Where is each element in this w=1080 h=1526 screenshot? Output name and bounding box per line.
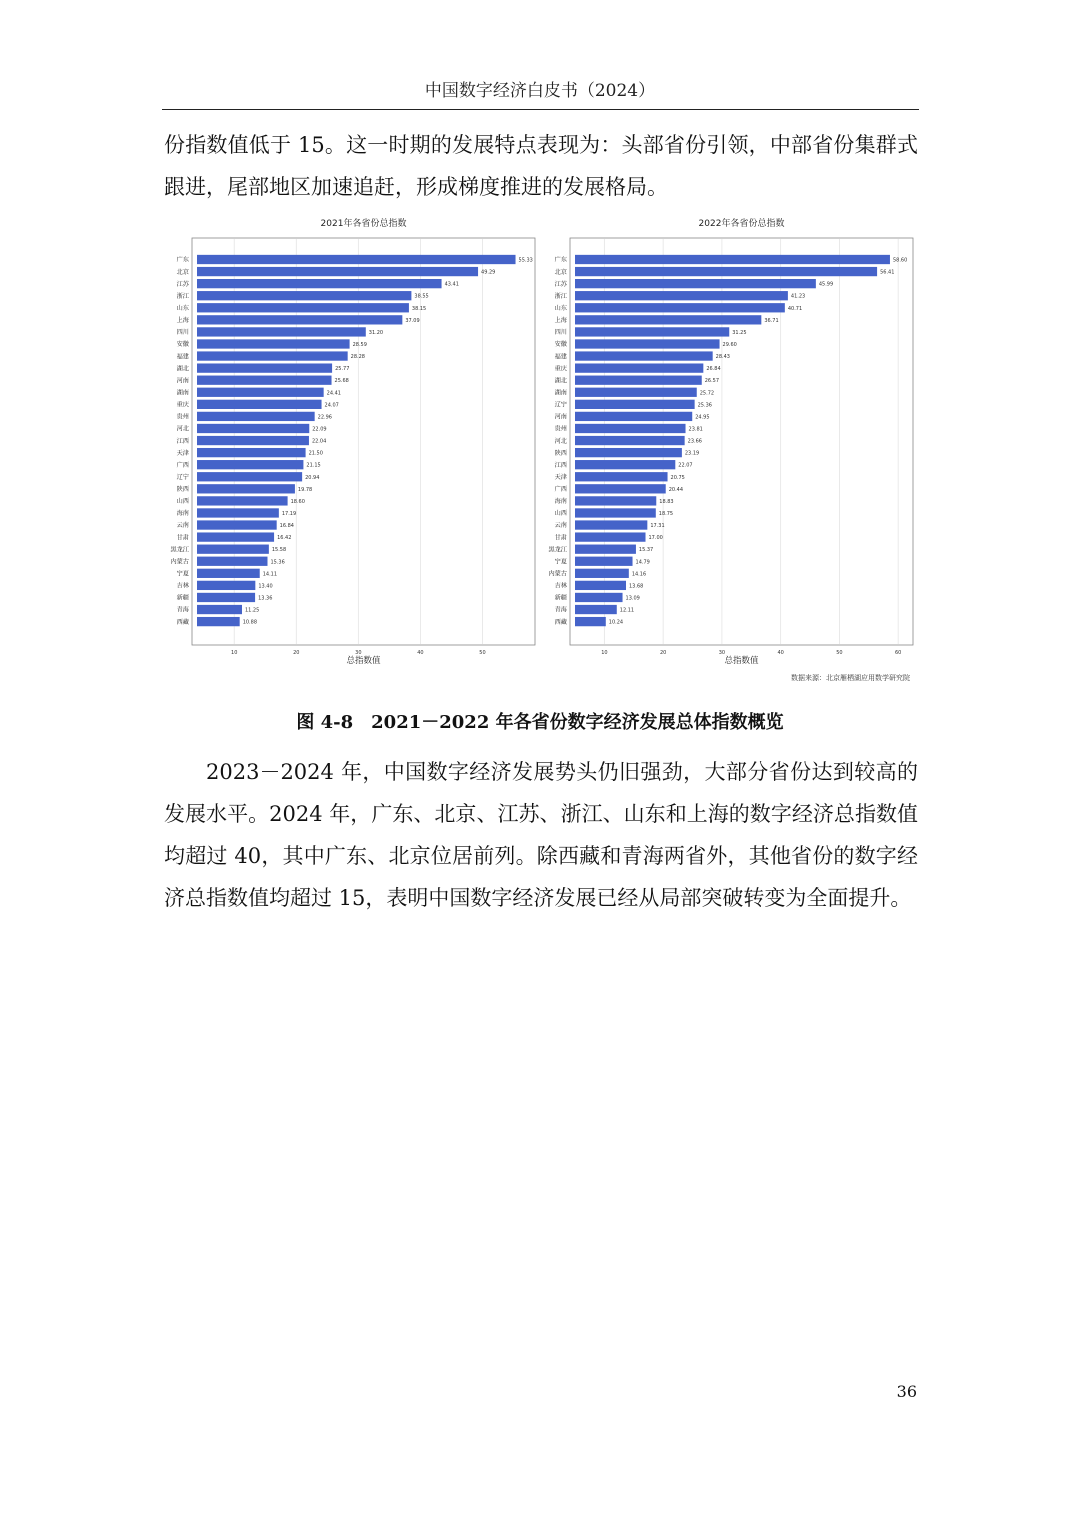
bar [197, 508, 279, 517]
value-label: 22.09 [312, 426, 327, 433]
chart-2022 [540, 212, 908, 666]
bar [575, 376, 702, 385]
x-tick-label: 20 [293, 650, 300, 656]
x-axis-label: 总指数值 [346, 656, 381, 666]
category-label: 广西 [554, 486, 567, 494]
value-label: 25.68 [334, 378, 349, 385]
bar [575, 617, 606, 626]
category-label: 西藏 [176, 618, 189, 626]
category-label: 河南 [176, 377, 189, 385]
bar [197, 460, 303, 469]
category-label: 新疆 [176, 594, 189, 602]
value-label: 13.40 [258, 583, 273, 590]
value-label: 21.15 [306, 462, 321, 469]
value-label: 24.07 [324, 402, 339, 409]
value-label: 16.42 [277, 535, 292, 542]
bar [575, 363, 703, 372]
category-label: 云南 [176, 522, 189, 530]
bar [197, 448, 306, 457]
chart-2022-svg [540, 212, 908, 666]
value-label: 15.36 [270, 559, 285, 566]
bar [575, 303, 785, 312]
bar [197, 605, 242, 614]
bar [197, 569, 260, 578]
value-label: 12.11 [619, 607, 635, 614]
bar [575, 484, 666, 493]
x-tick-label: 50 [836, 650, 843, 656]
value-label: 40.71 [787, 305, 803, 312]
category-label: 四川 [176, 329, 189, 337]
x-tick-label: 40 [777, 650, 784, 656]
category-label: 宁夏 [176, 570, 189, 578]
bar [575, 351, 713, 360]
value-label: 20.75 [670, 474, 685, 481]
bar [575, 400, 695, 409]
bar [197, 255, 516, 264]
value-label: 13.09 [625, 595, 640, 602]
running-header: 中国数字经济白皮书（2024） [424, 81, 656, 101]
value-label: 19.78 [297, 486, 313, 493]
value-label: 15.37 [638, 547, 654, 554]
bar [575, 472, 668, 481]
value-label: 36.71 [764, 317, 779, 324]
category-label: 吉林 [176, 582, 189, 590]
category-label: 新疆 [554, 594, 567, 602]
bar [197, 424, 309, 433]
value-label: 13.36 [258, 595, 273, 602]
bar [575, 388, 697, 397]
category-label: 上海 [554, 317, 567, 325]
category-label: 广东 [554, 256, 567, 264]
value-label: 10.24 [608, 619, 624, 626]
value-label: 28.59 [352, 341, 367, 348]
category-label: 陕西 [554, 449, 567, 457]
category-label: 江西 [176, 437, 189, 445]
value-label: 18.75 [658, 510, 674, 517]
category-label: 天津 [176, 449, 189, 457]
value-label: 24.95 [695, 414, 710, 421]
category-label: 江西 [554, 461, 567, 469]
category-label: 陕西 [176, 486, 189, 494]
bar [575, 581, 626, 590]
bar [575, 532, 646, 541]
bar [197, 617, 240, 626]
category-label: 内蒙古 [548, 570, 567, 578]
value-label: 38.55 [414, 293, 429, 300]
bar [197, 532, 274, 541]
value-label: 18.60 [290, 498, 305, 505]
value-label: 17.31 [650, 523, 665, 530]
category-label: 北京 [176, 268, 189, 276]
value-label: 38.15 [411, 305, 427, 312]
value-label: 23.81 [688, 426, 703, 433]
page-number: 36 [896, 1382, 917, 1401]
value-label: 15.58 [271, 547, 287, 554]
value-label: 23.66 [687, 438, 702, 445]
category-label: 四川 [554, 329, 567, 337]
bar [575, 327, 729, 336]
value-label: 14.11 [262, 571, 278, 578]
value-label: 23.19 [684, 450, 700, 457]
x-tick-label: 50 [479, 650, 486, 656]
bar [575, 412, 692, 421]
category-label: 广西 [176, 461, 189, 469]
category-label: 青海 [554, 606, 567, 614]
category-label: 广东 [176, 256, 189, 264]
value-label: 10.88 [242, 619, 258, 626]
category-label: 湖南 [176, 389, 189, 397]
value-label: 26.84 [706, 366, 721, 373]
value-label: 22.07 [678, 462, 693, 469]
bar [197, 267, 478, 276]
category-label: 云南 [554, 522, 567, 530]
category-label: 北京 [554, 268, 567, 276]
value-label: 58.60 [892, 257, 908, 264]
value-label: 13.68 [629, 583, 644, 590]
category-label: 黑龙江 [170, 546, 189, 554]
value-label: 22.04 [311, 438, 327, 445]
bar [575, 315, 761, 324]
category-label: 福建 [176, 353, 189, 361]
value-label: 22.96 [317, 414, 332, 421]
category-label: 浙江 [554, 292, 567, 300]
category-label: 安徽 [554, 341, 567, 349]
category-label: 重庆 [554, 365, 567, 373]
value-label: 11.25 [244, 607, 260, 614]
figure-number: 图 4-8 [296, 712, 354, 733]
value-label: 18.83 [659, 498, 674, 505]
bar [575, 508, 656, 517]
bar [575, 279, 816, 288]
value-label: 43.41 [444, 281, 459, 288]
bar [197, 376, 332, 385]
bar [575, 605, 617, 614]
value-label: 26.57 [704, 378, 720, 385]
value-label: 16.84 [279, 523, 295, 530]
category-label: 贵州 [176, 413, 189, 421]
bar [197, 315, 402, 324]
bar [575, 448, 682, 457]
bar [197, 388, 324, 397]
bar [575, 545, 636, 554]
category-label: 河南 [554, 413, 567, 421]
value-label: 20.94 [305, 474, 320, 481]
bar [197, 484, 295, 493]
bar [575, 436, 685, 445]
value-label: 24.41 [326, 390, 341, 397]
header-rule [162, 109, 919, 110]
x-axis-label: 总指数值 [724, 656, 759, 666]
category-label: 安徽 [176, 341, 189, 349]
x-tick-label: 10 [601, 650, 608, 656]
bar [575, 339, 720, 348]
bar [197, 363, 332, 372]
category-label: 辽宁 [554, 401, 567, 409]
value-label: 28.28 [350, 354, 366, 361]
bar [575, 496, 656, 505]
category-label: 西藏 [554, 618, 567, 626]
paragraph-2: 2023－2024 年，中国数字经济发展势头仍旧强劲，大部分省份达到较高的发展水平。2024 年，广东、北京、江苏、浙江、山东和上海的数字经济总指数值均超过 40，其中广东、北京位居前列。除西藏和青海两省外，其他省份的数字经济总指数值均超过 15，表明中国数字经济发展已经从局部突破转变为全面提升。 [164, 760, 918, 910]
bar [197, 496, 288, 505]
bar [197, 327, 366, 336]
value-label: 29.60 [722, 341, 737, 348]
value-label: 45.99 [818, 281, 834, 288]
x-tick-label: 30 [718, 650, 726, 656]
category-label: 福建 [554, 353, 567, 361]
bar [197, 436, 309, 445]
value-label: 17.19 [281, 510, 297, 517]
chart-title: 2021年各省份总指数 [320, 219, 407, 229]
category-label: 上海 [176, 317, 189, 325]
category-label: 湖北 [554, 377, 567, 385]
bar [575, 291, 788, 300]
category-label: 山东 [176, 304, 189, 312]
bar [575, 460, 675, 469]
category-label: 贵州 [554, 425, 567, 433]
category-label: 浙江 [176, 292, 189, 300]
bar [197, 412, 315, 421]
bar [575, 593, 623, 602]
category-label: 海南 [176, 510, 189, 518]
bar [197, 545, 269, 554]
category-label: 辽宁 [176, 473, 189, 481]
category-label: 湖南 [554, 389, 567, 397]
paragraph-1: 份指数值低于 15。这一时期的发展特点表现为：头部省份引领，中部省份集群式跟进，尾部地区加速追赶，形成梯度推进的发展格局。 [164, 133, 918, 199]
bar [575, 557, 633, 566]
bar [575, 424, 686, 433]
bar [197, 400, 322, 409]
category-label: 山西 [554, 510, 567, 518]
value-label: 31.25 [732, 329, 747, 336]
category-label: 宁夏 [554, 558, 567, 566]
bar [197, 351, 348, 360]
chart-2021-svg [162, 212, 533, 666]
value-label: 25.77 [335, 366, 350, 373]
category-label: 甘肃 [554, 534, 567, 542]
category-label: 山西 [176, 498, 189, 506]
category-label: 湖北 [176, 365, 189, 373]
bar [575, 569, 629, 578]
bar [197, 279, 442, 288]
x-tick-label: 30 [355, 650, 362, 656]
value-label: 37.09 [405, 317, 420, 324]
figure-caption-text: 2021－2022 年各省份数字经济发展总体指数概览 [371, 712, 784, 733]
category-label: 江苏 [554, 280, 567, 288]
value-label: 17.00 [648, 535, 663, 542]
value-label: 56.41 [880, 269, 895, 276]
chart-2021 [162, 212, 533, 666]
category-label: 重庆 [176, 401, 189, 409]
x-tick-label: 10 [231, 650, 238, 656]
category-label: 海南 [554, 498, 567, 506]
bar [197, 339, 350, 348]
category-label: 天津 [554, 473, 567, 481]
category-label: 河北 [554, 437, 567, 445]
x-tick-label: 20 [659, 650, 667, 656]
bar [197, 472, 302, 481]
value-label: 25.36 [697, 402, 712, 409]
category-label: 黑龙江 [548, 546, 567, 554]
value-label: 55.33 [518, 257, 533, 264]
value-label: 31.20 [368, 329, 384, 336]
value-label: 28.43 [715, 354, 731, 361]
x-tick-label: 40 [417, 650, 424, 656]
bar [197, 581, 255, 590]
category-label: 内蒙古 [170, 558, 189, 566]
chart-title: 2022年各省份总指数 [698, 219, 785, 229]
bar [197, 291, 411, 300]
category-label: 江苏 [176, 280, 189, 288]
value-label: 49.29 [481, 269, 496, 276]
value-label: 25.72 [699, 390, 715, 397]
bar [197, 557, 267, 566]
data-source-note: 数据来源：北京雁栖湖应用数学研究院 [791, 674, 910, 682]
bar [575, 255, 890, 264]
category-label: 甘肃 [176, 534, 189, 542]
value-label: 20.44 [668, 486, 684, 493]
bar [197, 593, 255, 602]
category-label: 青海 [176, 606, 189, 614]
bar [197, 520, 277, 529]
value-label: 14.79 [635, 559, 650, 566]
category-label: 山东 [554, 304, 567, 312]
category-label: 吉林 [554, 582, 567, 590]
value-label: 41.23 [790, 293, 806, 300]
value-label: 21.50 [308, 450, 323, 457]
bar [575, 520, 647, 529]
bar [197, 303, 409, 312]
category-label: 河北 [176, 425, 189, 433]
bar [575, 267, 877, 276]
value-label: 14.16 [631, 571, 647, 578]
x-tick-label: 60 [894, 650, 902, 656]
figure-caption [0, 708, 1080, 734]
